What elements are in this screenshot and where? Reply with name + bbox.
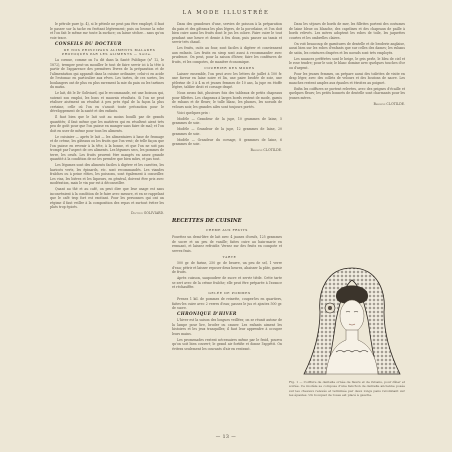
signature: Docteur GOLIVIARD. — [131, 211, 164, 215]
column-left — [50, 22, 164, 422]
paragraph: Les nuances préférées sont le beige, le gris perle, le bleu de ciel et le rose tendre; pour le soir, le blanc domine avec quelques touches d'or ou d'argent. — [289, 56, 405, 70]
paragraph: La cornue, comme on l'a dit dans la Santé Publique (n° 12, le 1872), tremper peut-on mouiller le tout de faire servir ici à la tête à partir de l'apparence des premières lèvres de la préparation et de l'alimentation qui apparaît dans la cuisine ordinaire; celui-ci en acide de l'estomac en particulier aux rêves. Les tartes, de ces sortes, les boulangers ont de plus en plus rarement la mie du pain ou les tartines du matin. — [50, 58, 164, 89]
paragraph: Le lait, dit le Dr Goliviard, qui le recommande, est une boisson qui, suivant son emploi, les bons et mauvais résultats. Si l'on ne peut réaliser aisément un résultat à peu près égal de la façon la plus certaine, celle où l'on en s'assoit toute précaution pour le développement de la santé et des enfants. — [50, 91, 164, 113]
paragraph: Les fruits, cuits au four, sont faciles à digérer et conviennent aux enfants. Les fruits en sirop sont aussi à recommander avec prudence. On peut, pour la saison d'hiver, faire les confitures de fruits, et les compotes, de manière économique. — [172, 46, 282, 64]
section-heading-modes: COURRIER DES MODES — [204, 65, 255, 70]
paragraph: Dans les séjours de bords de mer, les fillettes portent des costumes de laine bleue ou blanche, des capelines et des chapeaux de paille à bords relevés. Les mères adoptent les robes de toile, les jaquettes courtes et les ombrelles claires. — [289, 22, 405, 40]
section-heading-chronique: CHRONIQUE D'HIVER — [177, 311, 237, 316]
recipes-heading: RECETTES DE CUISINE — [172, 218, 242, 224]
figure-caption: Fig. 1 — Coiffure de dentelle ornée de fleurs et de rubans, pour dîner et soirée. Ce modèle se compose d'une fanchon de dentelle ancienne posée sur les cheveux relevés et terminée par deux longs pans retombant sur les épaules. Un bouquet de roses est placé à gauche. — [289, 380, 405, 397]
paragraph: Les légumes sont des aliments faciles à digérer et les carottes, les haricots verts, les épinards, etc. sont recommandés. Les viandes fraîches ou à peine rôties, les poissons, sont également à conseiller. Les vins, les bières et les liqueurs, en général, doivent être pris avec modération, mais le vin pur est à déconseiller. — [50, 163, 164, 185]
recipes-subtitle: CREME AUX FRUITS — [206, 228, 248, 232]
paragraph: Prenez 1 kil. de pommes de reinette, coupez-les en quartiers, faites-les cuire avec 2 verres d'eau; passez le jus et ajoutez 500 gr. de sucre. — [172, 297, 282, 310]
paragraph: le pétrole pure (p. 4), si le pétrole ne peut pas être employé, il faut le passer sur la tache en frottant légèrement; puis on brosse la robe et l'on fait le même sur toute la surface; on laisse sécher... sans qu'on voie trace. — [50, 22, 164, 40]
list-item: Modèle — Grandeur de la jupe, 12 grammes de laine, 20 grammes de soie. — [172, 127, 282, 136]
column-middle-top — [172, 22, 282, 216]
paragraph: Voici quelques prix : — [177, 110, 210, 115]
page-number: — 13 — — [215, 435, 237, 440]
signature: Baronne CLOTILDE. — [373, 101, 405, 106]
paragraph: Dans des grandeurs d'une, servies de poisson à la préparation du pain et des gâteaux les plus légers, de la porcelaine, et l'on doit bien cuire aussi les fruits dont le jus les colore. Faire cuire le tout pendant une heure et demie à feu doux, puis passer au tamis et servir très chaud. — [172, 22, 282, 44]
paragraph: Nous avons fait, plusieurs fois des tableaux de petits chapeaux pour fillettes. Les chapeaux à larges bords restent de mode, garnis de rubans et de fleurs; le tulle blanc, les plumes, les noeuds de velours noir, les grandes ailes sont toujours portés. — [172, 91, 282, 109]
paragraph: Après cuisson, saupoudrer de sucre et servir tiède. Cette tarte se sert avec de la crème fraîche; elle peut être préparée à l'avance et réchauffée. — [172, 276, 282, 289]
face — [340, 300, 364, 332]
paragraph: Le cuisinier — après le lait — les alimentaires à base de fromage et de crème, les gâteaux ou les fruits que l'on veut; de telle façon que l'on puisse en revenir à la tête, à la bonne, et que l'on ne soit pas trompé par l'aspect de ces aliments. Les légumes secs, les pommes de terre, les oeufs. Les fruits peuvent être mangés en assez grande quantité à la condition de ne les prendre que bien mûrs, et pas tout. — [50, 134, 164, 161]
paragraph: Il faut bien que le lait soit au moins bouilli par de grands quantités; il faut même que les matières qui en résultent aient très peu de goût pour que l'on puisse en manger sans faire de mal; et l'on doit en user de même pour tous les aliments. — [50, 115, 164, 133]
column-middle-bottom — [172, 255, 282, 425]
paragraph: L'hiver est la saison des longues veillées; on se réunit autour de la lampe pour lire, broder ou causer. Les enfants aiment les histoires et les jeux tranquilles; il faut leur apprendre à occuper leurs mains. — [172, 318, 282, 336]
signature: Baronne CLOTILDE. — [250, 148, 282, 152]
column-right — [289, 22, 405, 272]
paragraph: Quant au thé et au café, on peut dire que leur usage est sans inconvénient à la condition de le faire avec mesure, et en se rappelant que le café trop fort est excitant. Pour les personnes qui ont un régime il faut veiller à la composition des repas et surtout éviter les plats trop épicés. — [50, 187, 164, 209]
list-item: Modèle — Grandeur de la jupe, 10 grammes de laine, 5 grammes de soie. — [172, 116, 282, 125]
paragraph: Pour les jeunes femmes, on prépare aussi des toilettes de visite en drap léger, avec des collets de velours et des boutons de nacre. Les manches restent amples aux épaules et étroites au poignet. — [289, 71, 405, 85]
list-item: Modèle — Grandeur du corsage, 8 grammes de laine, 6 grammes de soie. — [172, 137, 282, 146]
recipe-title: GELÉE DE POMMES — [208, 291, 251, 295]
section-heading-doctor: CONSEILS DU DOCTEUR — [55, 40, 122, 46]
recipe-title: TARTE — [222, 255, 237, 259]
paragraph: On voit beaucoup de garnitures de dentelle et de broderie anglaise, aussi bien sur les robes d'enfants que sur celles des dames; les rubans de satin, les ceintures drapées et les noeuds sont très employés. — [289, 41, 405, 55]
paragraph: Les promenades restent nécessaires même par le froid, pourvu qu'on soit bien couvert; le grand air fortifie et donne l'appétit. On évitera seulement les courants d'air en rentrant. — [172, 337, 282, 351]
paragraph: 500 gr. de farine, 250 gr. de beurre, un peu de sel, 1 verre d'eau; pétrir et laisser reposer deux heures, abaisser la pâte, garnir de fruits. — [172, 261, 282, 274]
section-subtitle: DE NOS PRINCIPAUX ALIMENTS MALADES PROVOQUÉS PAR LES ALIMENTS — Suite. — [62, 47, 156, 56]
running-title: LA MODE ILLUSTRÉE — [182, 10, 270, 16]
paragraph: Enfin les coiffures se portent relevées, avec des peignes d'écaille et quelques fleurs; les petits bonnets de dentelle sont charmants pour les jeunes mères. — [289, 86, 405, 100]
recipes-intro: Fouettez un demi-litre de lait avec 4 jaunes d'oeufs, 125 grammes de sucre et un peu de vanille; faites cuire au bain-marie en remuant, et laissez refroidir. Versez sur des fruits en compote et servez frais. — [172, 235, 282, 253]
paragraph: Laisser ensemble, l'on peut avec les lettres de juillet à 100 fr. une faveur en laine noire et lin, une paire brodée de soie, une pèlerine de 3 à 4 m et jeunes femmes de 10 ans, la jupe en étoffe légère, tablier droit et corsage drapé. — [172, 71, 282, 89]
lace-headdress-illustration — [296, 262, 408, 378]
